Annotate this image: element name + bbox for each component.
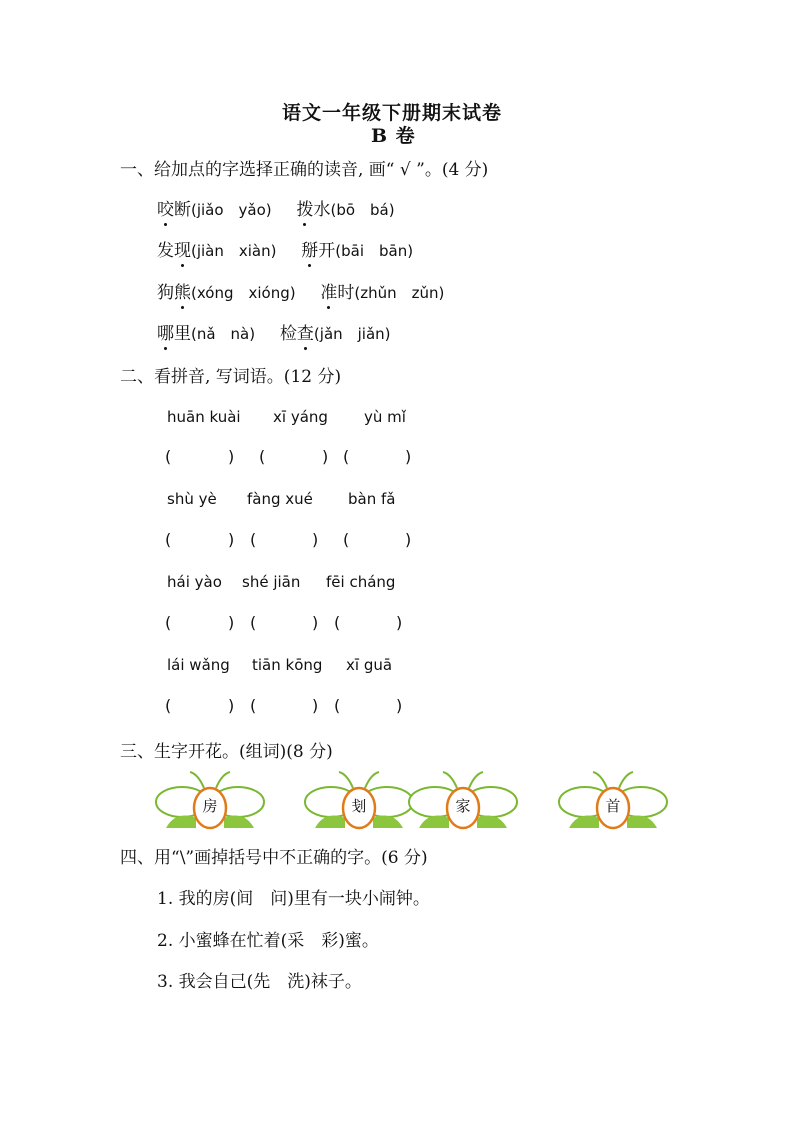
flower-char: 家 — [455, 797, 471, 815]
plain-char: 时 — [337, 283, 355, 303]
pinyin-word: xī guā — [346, 656, 393, 674]
pinyin-word: tiān kōng — [252, 656, 323, 674]
q4-heading: 四、用“\”画掉括号中不正确的字。(6 分) — [120, 848, 428, 868]
dotted-char: 现 — [174, 236, 191, 261]
answer-blank-open[interactable]: ( — [250, 530, 257, 549]
plain-char: 开 — [318, 241, 336, 261]
plain-char: 水 — [313, 200, 331, 220]
q2-heading: 二、看拼音, 写词语。(12 分) — [120, 367, 342, 387]
flower — [303, 766, 415, 836]
pinyin-options[interactable]: (jiàn xiàn) — [191, 242, 277, 260]
answer-blank-open[interactable]: ( — [343, 530, 350, 549]
page-subtitle: B 卷 — [371, 125, 416, 147]
plain-char: 断 — [174, 200, 191, 220]
dotted-char: 熊 — [174, 278, 191, 303]
dotted-char: 拨 — [296, 195, 313, 220]
flower — [407, 766, 519, 836]
flower-char: 首 — [605, 797, 621, 815]
answer-blank-open[interactable]: ( — [165, 447, 172, 466]
q3-heading: 三、生字开花。(组词)(8 分) — [120, 742, 333, 762]
flower — [154, 766, 266, 836]
pinyin-word: bàn fǎ — [348, 490, 396, 508]
pinyin-options[interactable]: (xóng xióng) — [191, 284, 296, 302]
answer-blank-close: ) — [312, 613, 319, 632]
answer-blank-open[interactable]: ( — [334, 613, 341, 632]
answer-blank-close: ) — [228, 447, 235, 466]
q1-heading: 一、给加点的字选择正确的读音, 画“ √ ”。(4 分) — [120, 160, 489, 180]
answer-blank-close: ) — [312, 696, 319, 715]
answer-blank-open[interactable]: ( — [250, 696, 257, 715]
answer-blank-open[interactable]: ( — [165, 530, 172, 549]
q1-row-3 — [157, 278, 444, 303]
pinyin-options[interactable]: (jiǎo yǎo) — [191, 201, 272, 219]
dotted-char: 准 — [320, 278, 337, 303]
plain-char: 发 — [157, 241, 174, 261]
pinyin-word: huān kuài — [167, 408, 241, 426]
q1-row-4 — [157, 319, 391, 344]
dotted-char: 查 — [297, 319, 314, 344]
pinyin-word: shé jiān — [242, 573, 301, 591]
pinyin-options[interactable]: (zhǔn zǔn) — [354, 284, 445, 302]
pinyin-options[interactable]: (bō bá) — [330, 201, 395, 219]
flower — [557, 766, 669, 836]
answer-blank-open[interactable]: ( — [165, 613, 172, 632]
pinyin-options[interactable]: (bāi bān) — [335, 242, 414, 260]
answer-blank-close: ) — [228, 613, 235, 632]
pinyin-options[interactable]: (nǎ nà) — [191, 325, 256, 343]
q1-row-2 — [157, 236, 413, 261]
answer-blank-open[interactable]: ( — [343, 447, 350, 466]
plain-char: 狗 — [157, 283, 174, 303]
answer-blank-close: ) — [405, 530, 412, 549]
pinyin-word: lái wǎng — [167, 656, 230, 674]
q4-item[interactable]: 2. 小蜜蜂在忙着(采 彩)蜜。 — [157, 931, 379, 951]
pinyin-word: yù mǐ — [364, 408, 406, 426]
pinyin-word: xī yáng — [273, 408, 328, 426]
pinyin-word: fàng xué — [247, 490, 313, 508]
pinyin-word: shù yè — [167, 490, 217, 508]
plain-char: 里 — [174, 324, 191, 344]
answer-blank-close: ) — [228, 696, 235, 715]
answer-blank-close: ) — [322, 447, 329, 466]
answer-blank-close: ) — [405, 447, 412, 466]
answer-blank-close: ) — [312, 530, 319, 549]
answer-blank-open[interactable]: ( — [250, 613, 257, 632]
answer-blank-close: ) — [396, 696, 403, 715]
pinyin-word: hái yào — [167, 573, 222, 591]
plain-char: 检 — [279, 324, 297, 344]
page-title: 语文一年级下册期末试卷 — [282, 102, 503, 124]
q1-row-1 — [157, 195, 395, 220]
answer-blank-open[interactable]: ( — [259, 447, 266, 466]
answer-blank-open[interactable]: ( — [334, 696, 341, 715]
dotted-char: 哪 — [157, 319, 174, 344]
answer-blank-close: ) — [396, 613, 403, 632]
pinyin-word: fēi cháng — [326, 573, 396, 591]
dotted-char: 掰 — [301, 236, 318, 261]
flower-char: 刬 — [351, 797, 367, 815]
pinyin-options[interactable]: (jǎn jiǎn) — [313, 325, 391, 343]
q4-item[interactable]: 3. 我会自己(先 洗)袜子。 — [157, 972, 362, 992]
answer-blank-close: ) — [228, 530, 235, 549]
dotted-char: 咬 — [157, 195, 174, 220]
flower-char: 房 — [202, 797, 218, 815]
answer-blank-open[interactable]: ( — [165, 696, 172, 715]
q4-item[interactable]: 1. 我的房(间 问)里有一块小闹钟。 — [157, 889, 430, 909]
